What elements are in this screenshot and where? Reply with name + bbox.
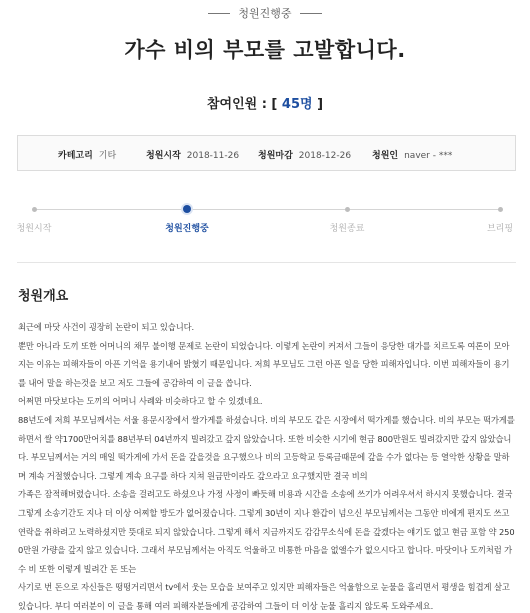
- body-line: 어쩌면 마닷보다는 도끼의 어머니 사례와 비슷하다고 할 수 있겠네요.: [18, 396, 263, 407]
- petition-status: [0, 6, 530, 20]
- body-line: 있습니다. 부디 여러분이 이 글을 통해 여러 피해자분들에게 공감하여 그들이 더 이상 눈물 흘리지 않도록 도와주세요.: [18, 600, 434, 611]
- status-line-right: [300, 13, 322, 14]
- progress-step-label: 청원종료: [329, 224, 365, 234]
- info-category-value: 기타: [98, 151, 117, 161]
- participant-number: 45명: [281, 97, 313, 112]
- info-category-label: 카테고리: [58, 151, 93, 161]
- progress-step-label: 청원시작: [16, 224, 52, 234]
- progress-step-ongoing: [147, 204, 227, 234]
- petition-title: 가수 비의 부모를 고발합니다.: [124, 38, 406, 62]
- petition-info-box: [17, 135, 516, 171]
- body-line: 뿐만 아니라 도끼 또한 어머니의 채무 불이행 문제로 논란이 되었습니다. 이렇게 논란이 커져서 그들이 응당한 대가를 치르도록 여론이 모아: [18, 340, 510, 351]
- info-end-label: 청원마감: [258, 151, 293, 161]
- body-line: 가족은 잠적해버렸습니다. 소송을 걸려고도 하셨으나 가정 사정이 빠듯해 비용과 시간을 소송에 쓰기가 어려우셔서 하시지 못했습니다. 결국: [18, 489, 513, 500]
- status-label: 청원진행중: [238, 7, 292, 20]
- progress-step-briefing: [460, 204, 530, 234]
- body-line: 사기로 번 돈으로 자신들은 떵떵거리면서 tv에서 웃는 모습을 보여주고 있지만 피해자들은 억울함으로 눈물을 흘리면서 평생을 힘겹게 살고: [18, 582, 510, 593]
- progress-dot: [32, 207, 37, 212]
- info-end: [258, 148, 351, 161]
- progress-step-label: 브리핑: [486, 224, 514, 234]
- petition-body: [18, 318, 516, 613]
- participant-count: [0, 93, 530, 112]
- body-line: 를 내어 말을 하는것을 보고 저도 그들에 공감하여 이 글을 씁니다.: [18, 377, 252, 388]
- info-start: [146, 148, 239, 161]
- body-line: 다. 부모님께서는 거의 매일 떡가게에 가서 돈을 갚을것을 요구했으나 비의 고등학교 등록금때문에 갚을 수가 없다는 등 열악한 상황을 말하: [18, 452, 510, 463]
- progress-dot-active: [183, 205, 191, 213]
- participant-prefix: 참여인원 : [: [206, 97, 282, 112]
- progress-step-start: [0, 204, 74, 234]
- body-line: 그렇게 소송기간도 지나 더 이상 어찌할 방도가 없어졌습니다. 그렇게 30년이 지나 환갑이 넘으신 부모님께서는 그동안 비에게 편지도 쓰고: [18, 507, 510, 518]
- info-end-value: 2018-12-26: [298, 151, 352, 161]
- body-line: 최근에 마닷 사건이 굉장히 논란이 되고 있습니다.: [18, 322, 195, 332]
- body-line: 88년도에 저희 부모님께서는 서울 용문시장에서 쌀가게를 하셨습니다. 비의 부모도 같은 시장에서 떡가게를 했습니다. 비의 부모는 떡가게를: [18, 414, 515, 425]
- info-petitioner-label: 청원인: [372, 151, 399, 161]
- info-start-value: 2018-11-26: [186, 151, 240, 161]
- progress-dot: [345, 207, 350, 212]
- section-title: 청원개요: [18, 289, 69, 304]
- progress-step-label: 청원진행중: [165, 224, 209, 234]
- body-line: 하면서 쌀 약1700만어치를 88년부터 04년까지 빌려갔고 갚지 않았습니다. 또한 비슷한 시기에 현금 800만원도 빌려갔지만 갚지 않았습니: [18, 433, 512, 444]
- body-line: 0만원 가량을 갚지 않고 있습니다. 그래서 부모님께서는 아직도 억울하고 비통한 마음을 없앨수가 없으시다고 합니다. 마닷이나 도끼처럼 가: [18, 545, 513, 556]
- status-line-left: [208, 13, 230, 14]
- info-petitioner: [372, 148, 452, 161]
- progress-step-end: [307, 204, 387, 234]
- progress-track: [34, 209, 500, 210]
- body-line: 지는 이유는 피해자들이 아픈 기억을 용기내어 밝혔기 때문입니다. 저희 부모님도 그런 아픈 일을 당한 피해자입니다. 이번 피해자들이 용기: [18, 359, 510, 370]
- info-petitioner-value: naver - ***: [404, 151, 453, 161]
- progress-dot: [498, 207, 503, 212]
- info-start-label: 청원시작: [146, 151, 181, 161]
- progress-tracker: [0, 204, 530, 244]
- section-divider: [17, 262, 516, 263]
- body-line: 수 비 또한 이렇게 빌려간 돈 또는: [18, 563, 137, 574]
- info-category: [58, 148, 116, 161]
- body-line: 연락을 취하려고 노력하셨지만 뜻대로 되지 않았습니다. 그렇게 해서 지금까지도 감감무소식에 돈을 갚겠다는 얘기도 없고 현금 포함 약 250: [18, 526, 515, 537]
- body-line: 며 계속 거절했습니다. 그렇게 계속 요구를 하다 지쳐 원금만이라도 갚으라고 요구했지만 결국 비의: [18, 470, 368, 481]
- participant-suffix: ]: [312, 97, 324, 112]
